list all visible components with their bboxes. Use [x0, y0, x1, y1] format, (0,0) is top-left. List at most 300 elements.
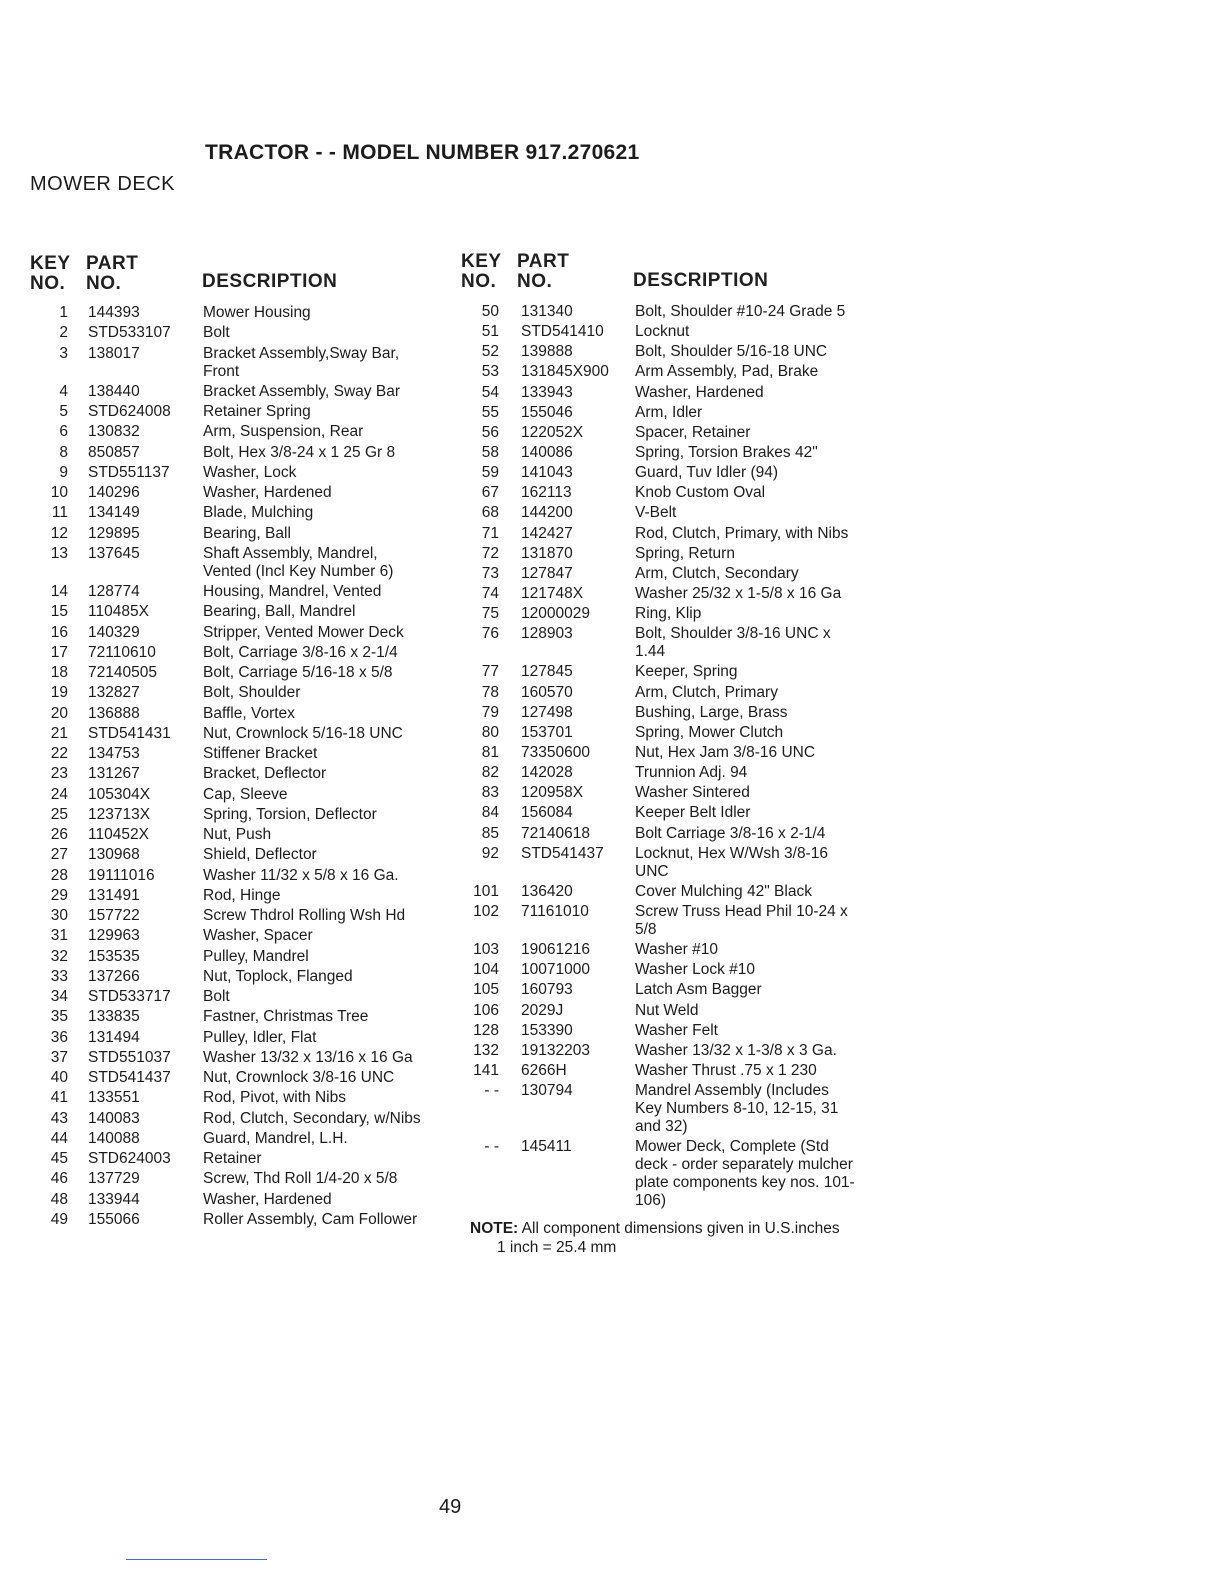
parts-row [20, 603, 440, 621]
part-number: 72140618 [521, 824, 590, 842]
part-description: Knob Custom Oval [635, 484, 766, 502]
parts-row [20, 525, 440, 543]
part-number: STD541437 [521, 844, 604, 862]
part-number: 153390 [521, 1021, 573, 1039]
part-description: Keeper, Spring [635, 663, 738, 681]
parts-row [20, 745, 440, 763]
key-number: 106 [473, 1001, 499, 1019]
note [470, 1219, 840, 1257]
key-number: 82 [481, 764, 499, 782]
part-number: 142028 [521, 764, 573, 782]
part-number: STD624003 [88, 1150, 171, 1167]
key-number: 92 [481, 844, 499, 862]
parts-row [20, 345, 440, 381]
part-number: 139888 [521, 343, 573, 361]
parts-row [20, 1008, 440, 1026]
key-number: 9 [59, 463, 68, 481]
part-description: V-Belt [635, 504, 677, 522]
part-description: Guard, Tuv Idler (94) [635, 464, 779, 482]
key-number: 50 [481, 303, 499, 320]
key-number: 53 [481, 363, 499, 381]
parts-row [20, 1150, 440, 1168]
parts-row [20, 927, 440, 945]
part-number: 131267 [88, 765, 140, 783]
key-number: 13 [50, 544, 68, 562]
part-number: 133835 [88, 1008, 140, 1026]
part-number: 153701 [521, 723, 573, 741]
key-number: 102 [473, 902, 499, 920]
parts-row [20, 806, 440, 824]
part-number: 153535 [88, 947, 140, 965]
parts-row [455, 1138, 885, 1210]
key-number: 36 [50, 1028, 68, 1046]
parts-row [455, 704, 885, 722]
part-description: Latch Asm Bagger [635, 981, 762, 999]
key-number: 49 [50, 1210, 68, 1228]
part-number: 127498 [521, 703, 573, 721]
key-number: 59 [481, 464, 499, 482]
description-header: DESCRIPTION [633, 270, 769, 291]
part-description: Nut, Toplock, Flanged [203, 967, 353, 985]
parts-row [20, 583, 440, 601]
part-number: 137729 [88, 1170, 140, 1188]
key-number: 41 [50, 1089, 68, 1107]
parts-row [455, 484, 885, 502]
part-number: 19061216 [521, 941, 590, 959]
part-description: Washer 13/32 x 1-3/8 x 3 Ga. [635, 1041, 837, 1059]
part-number: 155066 [88, 1210, 140, 1228]
key-number: 37 [50, 1048, 68, 1066]
key-number: 80 [481, 723, 499, 741]
parts-row [20, 624, 440, 642]
part-number: 140329 [88, 623, 140, 641]
parts-row [20, 423, 440, 441]
part-description: Bolt, Shoulder 3/8-16 UNC x 1.44 [635, 625, 831, 661]
part-number: 145411 [521, 1138, 572, 1156]
key-number: 77 [481, 663, 499, 681]
key-number: 30 [50, 907, 68, 924]
key-number: 25 [50, 805, 68, 823]
parts-row [455, 444, 885, 462]
part-number: STD533717 [88, 988, 171, 1005]
part-description: Locknut [635, 323, 690, 341]
part-description: Washer #10 [635, 941, 718, 959]
page-title: TRACTOR - - MODEL NUMBER 917.270621 [205, 141, 640, 164]
parts-row [20, 403, 440, 421]
key-number: 74 [481, 584, 499, 602]
part-number: STD551137 [88, 463, 170, 481]
part-number: 144200 [521, 504, 573, 522]
key-number: - - [484, 1082, 499, 1100]
key-number: 43 [50, 1109, 68, 1127]
parts-row [20, 304, 440, 322]
parts-row [20, 765, 440, 783]
part-description: Arm, Suspension, Rear [203, 423, 364, 441]
key-number: 6 [59, 423, 68, 441]
footer-line [126, 1559, 267, 1560]
part-description: Spacer, Retainer [635, 423, 751, 441]
key-number: 83 [481, 784, 499, 802]
key-number: 33 [50, 967, 68, 985]
key-number: 29 [50, 886, 68, 904]
key-number: 26 [50, 826, 68, 843]
part-description: Trunnion Adj. 94 [635, 764, 748, 782]
part-description: Locknut, Hex W/Wsh 3/8-16 UNC [635, 844, 828, 880]
part-description: Arm, Clutch, Secondary [635, 564, 799, 582]
part-header-line2: NO. [86, 273, 122, 294]
part-number: 122052X [521, 423, 584, 441]
part-description: Arm Assembly, Pad, Brake [635, 363, 819, 381]
parts-row [20, 444, 440, 462]
part-number: 123713X [88, 805, 151, 823]
part-number: 131870 [521, 544, 573, 562]
key-number: 67 [481, 484, 499, 502]
part-number: 157722 [88, 907, 140, 924]
part-number: 134753 [88, 745, 140, 762]
part-description: Nut, Hex Jam 3/8-16 UNC [635, 743, 816, 761]
parts-row [455, 764, 885, 782]
parts-row [455, 1062, 885, 1080]
part-description: Nut, Crownlock 3/8-16 UNC [203, 1069, 395, 1086]
part-number: STD533107 [88, 324, 171, 342]
key-number: 28 [50, 866, 68, 884]
note-conversion: 1 inch = 25.4 mm [497, 1239, 617, 1256]
parts-list-left [20, 304, 440, 1231]
parts-row [455, 363, 885, 381]
part-description: Bolt, Shoulder #10-24 Grade 5 [635, 303, 846, 320]
key-number: 32 [50, 947, 68, 965]
part-number: 110452X [88, 826, 149, 843]
part-description: Nut Weld [635, 1001, 699, 1019]
key-number: 51 [481, 323, 499, 341]
part-description: Washer, Hardened [203, 484, 332, 501]
part-number: 155046 [521, 403, 573, 421]
part-description: Stripper, Vented Mower Deck [203, 623, 404, 641]
parts-row [455, 384, 885, 402]
part-description: Washer 11/32 x 5/8 x 16 Ga. [203, 866, 399, 884]
key-number: 79 [481, 703, 499, 721]
key-number: 76 [481, 625, 499, 643]
key-number: 1 [59, 304, 68, 321]
parts-row [20, 867, 440, 885]
key-number: 44 [50, 1129, 68, 1147]
part-description: Screw Thdrol Rolling Wsh Hd [203, 907, 406, 924]
part-number: 131340 [521, 303, 573, 320]
key-number: 23 [50, 765, 68, 783]
key-number: 19 [50, 684, 68, 702]
part-description: Bushing, Large, Brass [635, 703, 788, 721]
parts-row [455, 323, 885, 341]
part-description: Screw Truss Head Phil 10-24 x 5/8 [635, 902, 848, 938]
part-number: 120958X [521, 784, 584, 802]
parts-row [455, 424, 885, 442]
parts-row [20, 988, 440, 1006]
key-number: 73 [481, 564, 499, 582]
key-number: 27 [50, 846, 68, 864]
parts-row [455, 804, 885, 822]
part-description: Spring, Torsion Brakes 42" [635, 443, 818, 461]
part-description: Bolt Carriage 3/8-16 x 2-1/4 [635, 824, 826, 842]
parts-row [455, 663, 885, 681]
part-description: Blade, Mulching [203, 504, 314, 522]
part-number: STD541437 [88, 1069, 171, 1086]
part-number: 19132203 [521, 1041, 590, 1059]
parts-row [455, 941, 885, 959]
part-description: Screw, Thd Roll 1/4-20 x 5/8 [203, 1170, 398, 1188]
key-number: - - [484, 1138, 499, 1156]
part-description: Bracket Assembly,Sway Bar, Front [203, 344, 400, 380]
parts-row [455, 961, 885, 979]
part-description: Mower Deck, Complete (Std deck - order separately mulcher plate components key nos. 101- 106) [635, 1138, 855, 1210]
part-description: Washer 13/32 x 13/16 x 16 Ga [203, 1048, 413, 1066]
part-description: Mower Housing [203, 304, 311, 321]
part-description: Arm, Clutch, Primary [635, 683, 778, 701]
part-number: 72110610 [88, 643, 156, 661]
part-description: Spring, Return [635, 544, 735, 562]
key-number: 15 [50, 603, 68, 621]
parts-row [20, 1191, 440, 1209]
part-number: 127847 [521, 564, 573, 582]
part-description: Rod, Clutch, Primary, with Nibs [635, 524, 849, 542]
part-description: Cap, Sleeve [203, 785, 288, 803]
part-description: Washer, Lock [203, 463, 297, 481]
parts-row [455, 565, 885, 583]
part-number: 850857 [88, 443, 140, 461]
part-number: 10071000 [521, 961, 590, 979]
key-header-line2: NO. [461, 271, 497, 292]
part-description: Bearing, Ball [203, 524, 291, 542]
key-number: 72 [481, 544, 499, 562]
key-number: 58 [481, 443, 499, 461]
section-title: MOWER DECK [30, 173, 175, 195]
parts-row [20, 705, 440, 723]
key-number: 71 [481, 524, 499, 542]
part-description: Shield, Deflector [203, 846, 317, 864]
key-number: 17 [50, 643, 68, 661]
part-number: 127845 [521, 663, 573, 681]
parts-row [20, 1211, 440, 1229]
parts-row [455, 724, 885, 742]
parts-row [20, 324, 440, 342]
parts-row [20, 504, 440, 522]
key-number: 81 [481, 743, 499, 761]
part-description: Retainer Spring [203, 403, 311, 420]
part-number: 160570 [521, 683, 573, 701]
part-number: 131491 [88, 886, 140, 904]
key-number: 22 [50, 745, 68, 762]
part-number: 128903 [521, 625, 573, 643]
part-description: Bolt, Shoulder [203, 684, 301, 702]
part-description: Roller Assembly, Cam Follower [203, 1210, 418, 1228]
part-number: 128774 [88, 583, 140, 600]
part-description: Washer Thrust .75 x 1 230 [635, 1061, 817, 1079]
part-description: Pulley, Mandrel [203, 947, 309, 965]
key-number: 141 [473, 1061, 499, 1079]
parts-row [455, 883, 885, 901]
part-number: 12000029 [521, 605, 590, 623]
part-number: 142427 [521, 524, 573, 542]
parts-row [20, 786, 440, 804]
parts-row [20, 1029, 440, 1047]
part-description: Washer Sintered [635, 784, 750, 802]
part-description: Rod, Pivot, with Nibs [203, 1089, 346, 1107]
part-number: 19111016 [88, 866, 155, 884]
key-number: 84 [481, 804, 499, 822]
key-number: 75 [481, 605, 499, 623]
part-description: Bolt, Carriage 3/8-16 x 2-1/4 [203, 643, 398, 661]
part-number: 129895 [88, 524, 140, 542]
part-description: Pulley, Idler, Flat [203, 1028, 317, 1046]
parts-row [455, 981, 885, 999]
key-number: 55 [481, 403, 499, 421]
part-number: 129963 [88, 927, 140, 945]
parts-row [20, 1049, 440, 1067]
parts-row [455, 404, 885, 422]
part-description: Washer, Spacer [203, 927, 313, 945]
page-number: 49 [439, 1496, 462, 1518]
parts-row [20, 725, 440, 743]
key-number: 103 [473, 941, 499, 959]
parts-row [20, 684, 440, 702]
parts-row [20, 846, 440, 864]
part-number: 138440 [88, 382, 140, 400]
key-number: 128 [473, 1021, 499, 1039]
parts-row [20, 1069, 440, 1087]
part-header-line1: PART [517, 251, 570, 272]
parts-row [455, 744, 885, 762]
part-number: 105304X [88, 785, 151, 803]
key-number: 4 [59, 382, 68, 400]
key-number: 18 [50, 664, 68, 681]
parts-row [455, 343, 885, 361]
key-number: 12 [50, 524, 68, 542]
part-description: Bracket, Deflector [203, 765, 327, 783]
key-number: 2 [59, 324, 68, 342]
key-number: 101 [473, 882, 499, 900]
part-description: Bracket Assembly, Sway Bar [203, 382, 400, 400]
key-number: 132 [473, 1041, 499, 1059]
parts-row [20, 545, 440, 581]
parts-row [455, 625, 885, 661]
part-number: 144393 [88, 304, 140, 321]
part-number: 156084 [521, 804, 573, 822]
parts-row [20, 383, 440, 401]
part-header-line2: NO. [517, 271, 553, 292]
parts-row [455, 1042, 885, 1060]
part-description: Washer, Hardened [203, 1190, 332, 1208]
parts-row [455, 585, 885, 603]
parts-row [20, 826, 440, 844]
parts-row [455, 903, 885, 939]
part-number: 140086 [521, 443, 573, 461]
parts-row [20, 644, 440, 662]
part-number: 160793 [521, 981, 573, 999]
key-number: 5 [59, 403, 68, 420]
part-description: Washer Felt [635, 1021, 718, 1039]
part-number: 73350600 [521, 743, 590, 761]
part-number: 137645 [88, 544, 140, 562]
parts-row [455, 1022, 885, 1040]
parts-row [455, 545, 885, 563]
part-description: Nut, Push [203, 826, 272, 843]
part-number: 134149 [88, 504, 140, 522]
part-number: 131845X900 [521, 363, 609, 381]
parts-row [455, 525, 885, 543]
part-number: 71161010 [521, 902, 589, 920]
parts-row [455, 825, 885, 843]
part-description: Cover Mulching 42" Black [635, 882, 812, 900]
key-number: 35 [50, 1008, 68, 1026]
part-number: 130832 [88, 423, 140, 441]
part-number: STD624008 [88, 403, 171, 420]
parts-row [455, 1002, 885, 1020]
part-description: Bolt [203, 988, 230, 1005]
part-description: Stiffener Bracket [203, 745, 318, 762]
parts-row [20, 968, 440, 986]
part-number: 6266H [521, 1061, 567, 1079]
parts-row [20, 1089, 440, 1107]
part-description: Bolt, Carriage 5/16-18 x 5/8 [203, 664, 393, 681]
part-description: Nut, Crownlock 5/16-18 UNC [203, 724, 403, 742]
part-number: 133943 [521, 383, 573, 401]
key-number: 31 [50, 927, 68, 945]
part-description: Bearing, Ball, Mandrel [203, 603, 356, 621]
key-number: 45 [50, 1150, 68, 1167]
key-number: 21 [50, 724, 68, 742]
part-number: 137266 [88, 967, 140, 985]
parts-row [20, 484, 440, 502]
part-number: 121748X [521, 584, 584, 602]
note-label: NOTE: [470, 1220, 519, 1237]
part-description: Arm, Idler [635, 403, 703, 421]
part-number: 72140505 [88, 664, 157, 681]
parts-row [20, 907, 440, 925]
part-number: 136420 [521, 882, 573, 900]
key-header-line2: NO. [30, 273, 66, 294]
key-number: 10 [50, 484, 68, 501]
part-number: 131494 [88, 1028, 140, 1046]
part-number: STD541431 [88, 724, 171, 742]
note-text: All component dimensions given in U.S.inches [521, 1220, 840, 1237]
part-number: 133551 [88, 1089, 140, 1107]
parts-row [20, 887, 440, 905]
parts-row [455, 303, 885, 321]
part-description: Washer 25/32 x 1-5/8 x 16 Ga [635, 584, 842, 602]
key-number: 52 [481, 343, 499, 361]
parts-row [20, 664, 440, 682]
part-description: Washer Lock #10 [635, 961, 756, 979]
parts-row [20, 1110, 440, 1128]
key-header-line1: KEY [461, 251, 502, 272]
key-number: 46 [50, 1170, 68, 1188]
parts-row [455, 504, 885, 522]
key-number: 3 [59, 344, 68, 362]
part-description: Ring, Klip [635, 605, 702, 623]
key-header-line1: KEY [30, 253, 71, 274]
part-number: STD541410 [521, 323, 604, 341]
key-number: 40 [50, 1069, 68, 1086]
parts-row [455, 784, 885, 802]
part-number: 2029J [521, 1001, 564, 1019]
parts-row [20, 464, 440, 482]
part-description: Guard, Mandrel, L.H. [203, 1129, 348, 1147]
part-number: 141043 [521, 464, 573, 482]
key-number: 68 [481, 504, 499, 522]
key-number: 11 [51, 504, 68, 522]
part-number: 140088 [88, 1129, 140, 1147]
part-description: Washer, Hardened [635, 383, 764, 401]
part-number: 133944 [88, 1190, 140, 1208]
